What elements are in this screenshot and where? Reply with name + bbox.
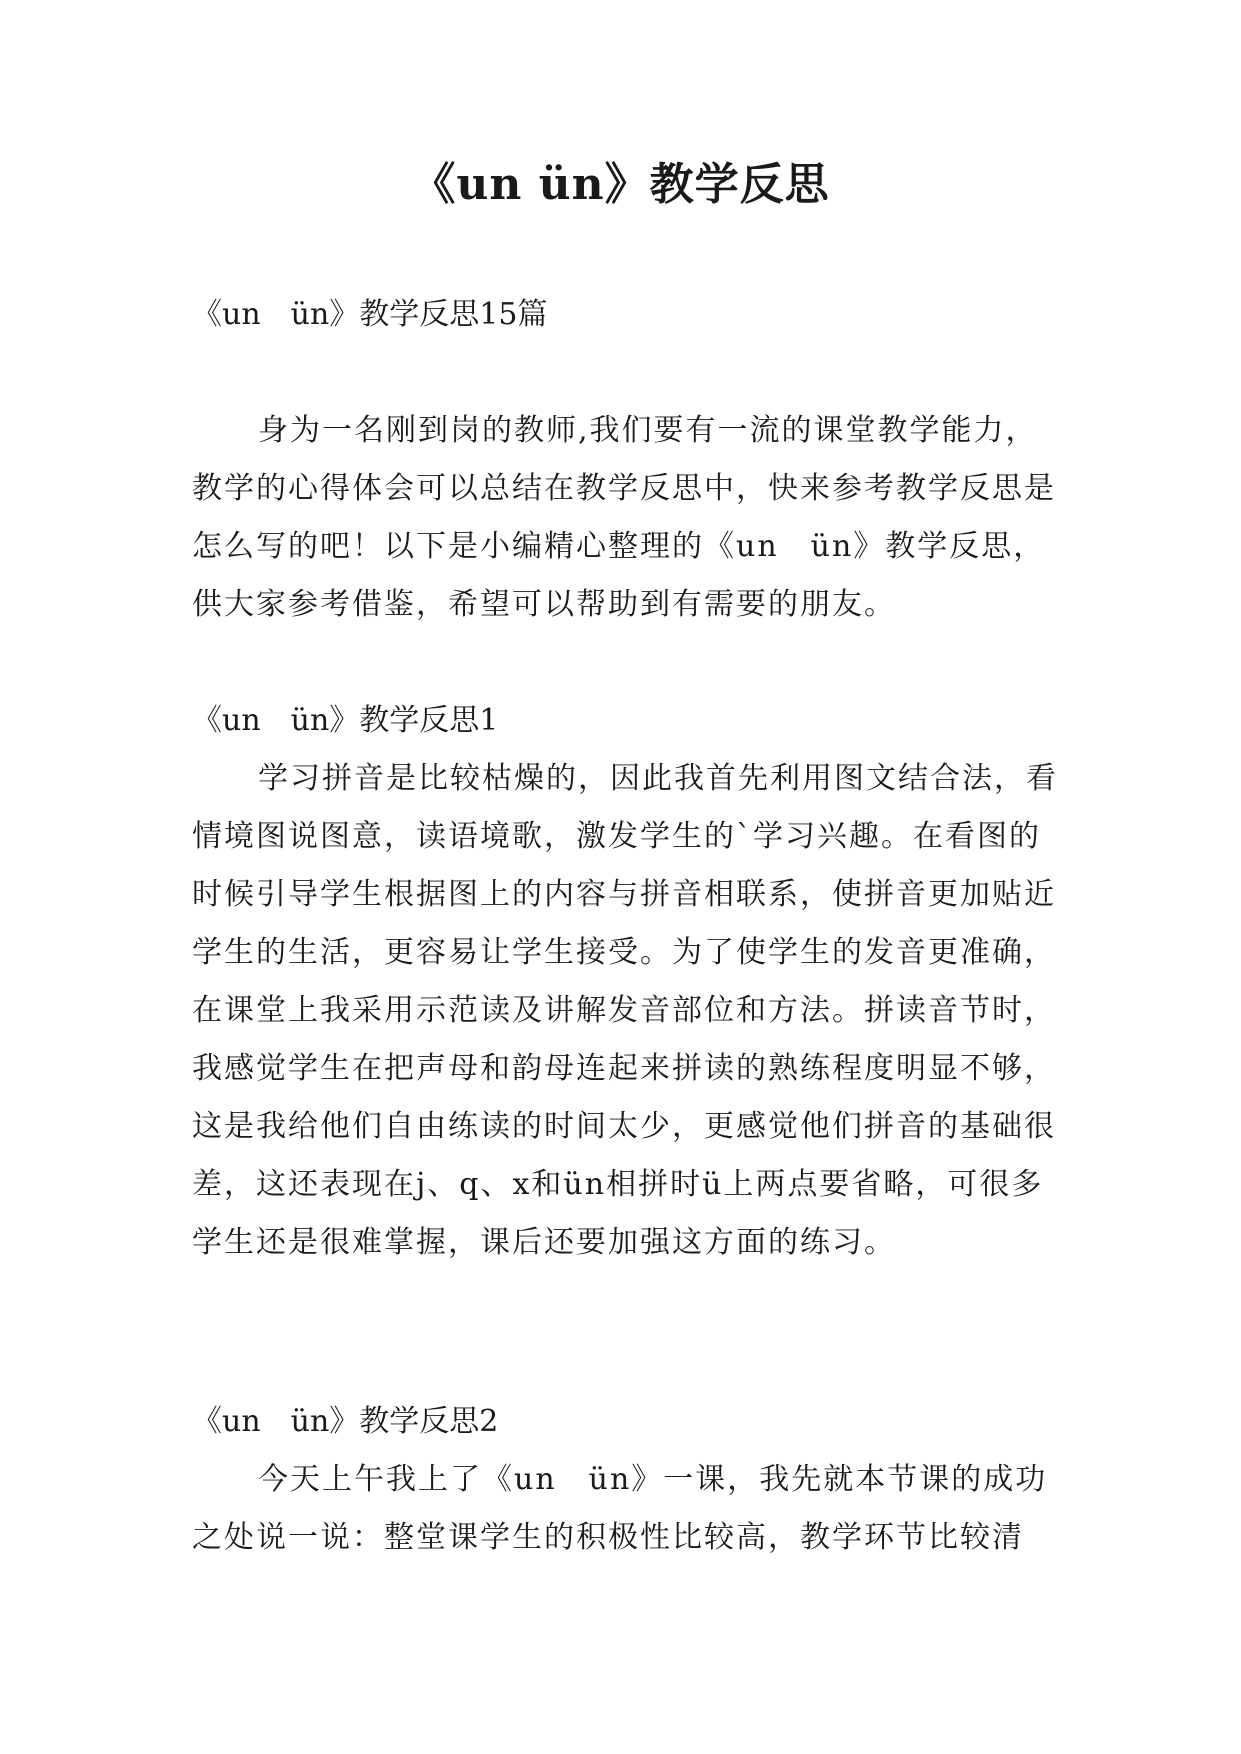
document-title: 《un ün》教学反思 xyxy=(411,159,830,210)
intro-paragraph xyxy=(192,402,1062,634)
section-body-1-text: 学习拼音是比较枯燥的，因此我首先利用图文结合法，看情境图说图意，读语境歌，激发学生的`学习兴趣。在看图的时候引导学生根据图上的内容与拼音相联系，使拼音更加贴近学生的生活，更容易让学生接受。为了使学生的发音更准确，在课堂上我采用示范读及讲解发音部位和方法。拼读音节时，我感觉学生在把声母和韵母连起来拼读的熟练程度明显不够，这是我给他们自由练读的时间太少，更感觉他们拼音的基础很差，这还表现在j、q、x和ün相拼时ü上两点要省略，可很多学生还是很难掌握，课后还要加强这方面的练习。 xyxy=(192,761,1058,1260)
section-body-1 xyxy=(192,750,1062,1272)
section-heading-1: 《un ün》教学反思1 xyxy=(192,703,499,738)
section-heading-2: 《un ün》教学反思2 xyxy=(192,1404,499,1439)
section-body-2-text: 今天上午我上了《un ün》一课，我先就本节课的成功之处说一说：整堂课学生的积极性比较高，教学环节比较清 xyxy=(192,1462,1048,1555)
intro-text: 身为一名刚到岗的教师,我们要有一流的课堂教学能力，教学的心得体会可以总结在教学反思中，快来参考教学反思是怎么写的吧！以下是小编精心整理的《un ün》教学反思，供大家参考借鉴，希望可以帮助到有需要的朋友。 xyxy=(192,413,1056,622)
section-body-2 xyxy=(192,1451,1062,1567)
document-subtitle: 《un ün》教学反思15篇 xyxy=(192,297,548,332)
